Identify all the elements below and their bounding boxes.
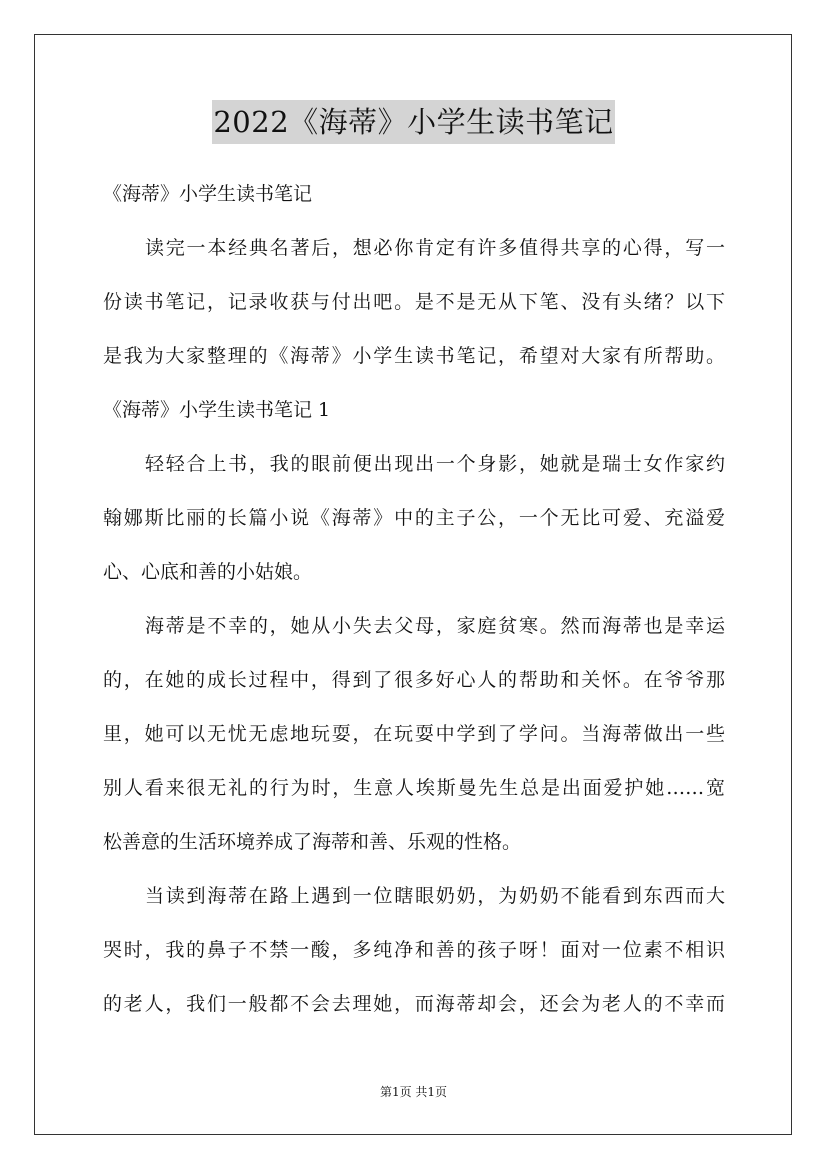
paragraph-line: 里，她可以无忧无虑地玩耍，在玩耍中学到了学问。当海蒂做出一些 (103, 723, 725, 745)
document-title: 2022《海蒂》小学生读书笔记 (212, 100, 614, 144)
paragraph-line: 心、心底和善的小姑娘。 (103, 561, 313, 583)
paragraph-line: 松善意的生活环境养成了海蒂和善、乐观的性格。 (103, 831, 522, 853)
document-body (103, 172, 725, 1036)
paragraph-line: 哭时，我的鼻子不禁一酸，多纯净和善的孩子呀！面对一位素不相识 (103, 939, 725, 961)
section-heading: 《海蒂》小学生读书笔记 1 (103, 399, 331, 421)
paragraph-line: 的，在她的成长过程中，得到了很多好心人的帮助和关怀。在爷爷那 (103, 669, 725, 691)
paragraph-line: 份读书笔记，记录收获与付出吧。是不是无从下笔、没有头绪？以下 (103, 291, 725, 313)
page-number-footer: 第1页 共1页 (379, 1085, 448, 1099)
paragraph-line: 读完一本经典名著后，想必你肯定有许多值得共享的心得，写一 (145, 237, 725, 259)
paragraph-line: 别人看来很无礼的行为时，生意人埃斯曼先生总是出面爱护她……宽 (103, 777, 725, 799)
paragraph-line: 当读到海蒂在路上遇到一位瞎眼奶奶，为奶奶不能看到东西而大 (145, 885, 725, 907)
subtitle-line: 《海蒂》小学生读书笔记 (103, 183, 313, 205)
paragraph-line: 是我为大家整理的《海蒂》小学生读书笔记，希望对大家有所帮助。 (103, 345, 725, 367)
paragraph-line: 的老人，我们一般都不会去理她，而海蒂却会，还会为老人的不幸而 (103, 993, 725, 1015)
paragraph-line: 轻轻合上书，我的眼前便出现出一个身影，她就是瑞士女作家约 (145, 453, 725, 475)
paragraph-line: 翰娜斯比丽的长篇小说《海蒂》中的主子公，一个无比可爱、充溢爱 (103, 507, 725, 529)
paragraph-line: 海蒂是不幸的，她从小失去父母，家庭贫寒。然而海蒂也是幸运 (145, 615, 725, 637)
title-container (0, 100, 827, 144)
